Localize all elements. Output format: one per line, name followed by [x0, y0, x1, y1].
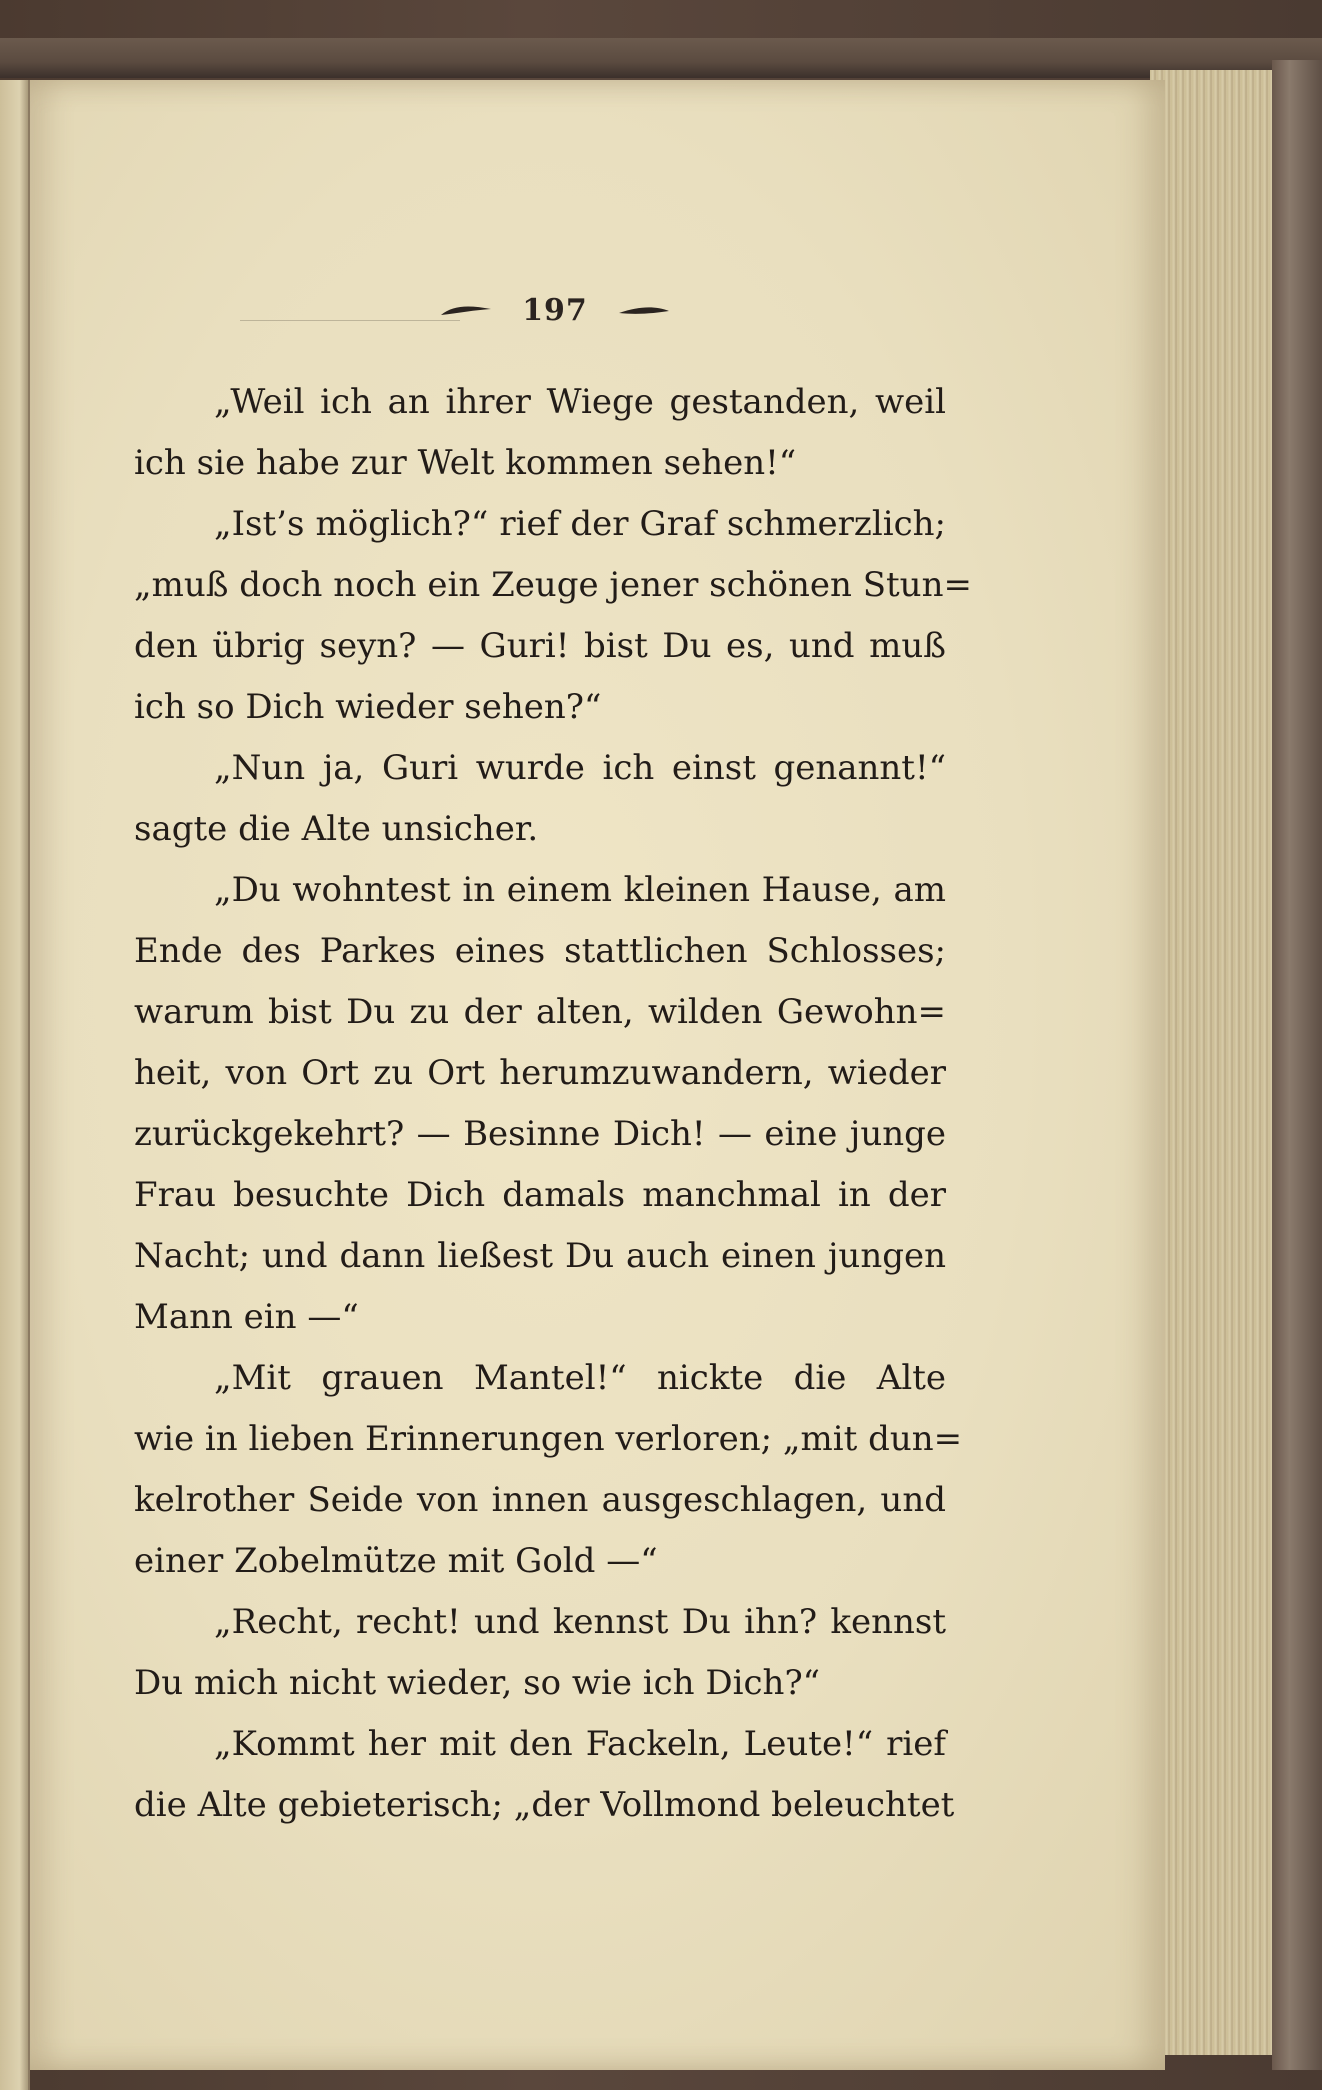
text-line: warum bist Du zu der alten, wilden Gewohn= — [134, 992, 946, 1032]
text-line: „Mit grauen Mantel!“ nickte die Alte — [214, 1358, 946, 1398]
page-number: 197 — [522, 292, 588, 328]
text-line: „muß doch noch ein Zeuge jener schönen Stun= — [134, 565, 972, 605]
body-text — [134, 372, 972, 1836]
left-ornament-icon — [439, 301, 494, 319]
text-line: ich sie habe zur Welt kommen sehen!“ — [134, 443, 797, 483]
text-line: heit, von Ort zu Ort herumzuwandern, wieder — [134, 1053, 946, 1093]
book-page — [30, 80, 1165, 2070]
text-line: „Nun ja, Guri wurde ich einst genannt!“ — [214, 748, 946, 788]
text-line: Du mich nicht wieder, so wie ich Dich?“ — [134, 1663, 821, 1703]
page-edges-stack — [1150, 70, 1278, 2055]
text-line: Ende des Parkes eines stattlichen Schlosses; — [134, 931, 946, 971]
text-line: „Kommt her mit den Fackeln, Leute!“ rief — [214, 1724, 946, 1764]
text-line: ich so Dich wieder sehen?“ — [134, 687, 602, 727]
text-line: „Ist’s möglich?“ rief der Graf schmerzlich; — [214, 504, 946, 544]
text-line: Nacht; und dann ließest Du auch einen jungen — [134, 1236, 946, 1276]
text-line: die Alte gebieterisch; „der Vollmond beleuchtet — [134, 1785, 955, 1825]
book-cover-right-edge — [1272, 60, 1322, 2070]
text-line: sagte die Alte unsicher. — [134, 809, 539, 849]
text-line: den übrig seyn? — Guri! bist Du es, und muß — [134, 626, 946, 666]
text-line: „Recht, recht! und kennst Du ihn? kennst — [214, 1602, 946, 1642]
text-line: Frau besuchte Dich damals manchmal in der — [134, 1175, 946, 1215]
text-line: zurückgekehrt? — Besinne Dich! — eine junge — [134, 1114, 946, 1154]
right-ornament-icon — [616, 301, 671, 319]
text-line: „Du wohntest in einem kleinen Hause, am — [214, 870, 946, 910]
left-page-edge — [0, 80, 30, 2090]
text-line: wie in lieben Erinnerungen verloren; „mit dun= — [134, 1419, 963, 1459]
running-header — [420, 290, 690, 330]
book-cover-top-edge — [0, 38, 1322, 78]
text-line: Mann ein —“ — [134, 1297, 359, 1337]
text-line: kelrother Seide von innen ausgeschlagen, und — [134, 1480, 946, 1520]
text-line: „Weil ich an ihrer Wiege gestanden, weil — [214, 382, 946, 422]
header-rule — [240, 320, 460, 321]
text-line: einer Zobelmütze mit Gold —“ — [134, 1541, 658, 1581]
